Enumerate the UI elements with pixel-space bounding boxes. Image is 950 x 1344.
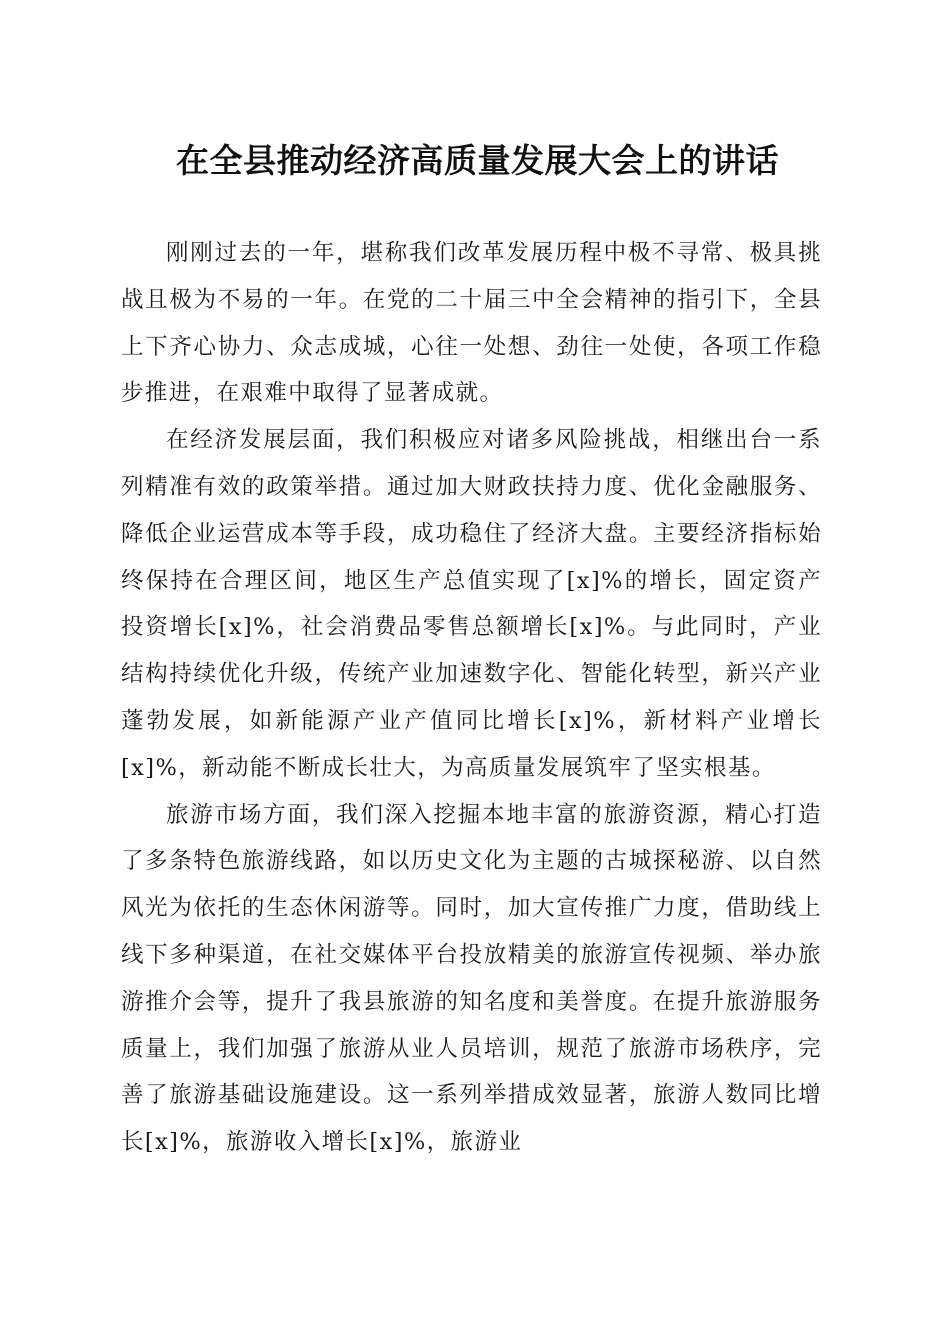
paragraph-tourism: 旅游市场方面，我们深入挖掘本地丰富的旅游资源，精心打造了多条特色旅游线路，如以历史文化为主题的古城探秘游、以自然风光为依托的生态休闲游等。同时，加大宣传推广力度，借助线上线下多种渠道，在社交媒体平台投放精美的旅游宣传视频、举办旅游推介会等，提升了我县旅游的知名度和美誉度。在提升旅游服务质量上，我们加强了旅游从业人员培训，规范了旅游市场秩序，完善了旅游基础设施建设。这一系列举措成效显著，旅游人数同比增长[x]%，旅游收入增长[x]%，旅游业: [121, 801, 822, 1156]
document-title: 在全县推动经济高质量发展大会上的讲话: [176, 141, 779, 180]
paragraph-economy: 在经济发展层面，我们积极应对诸多风险挑战，相继出台一系列精准有效的政策举措。通过加大财政扶持力度、优化金融服务、降低企业运营成本等手段，成功稳住了经济大盘。主要经济指标始终保持在合理区间，地区生产总值实现了[x]%的增长，固定资产投资增长[x]%，社会消费品零售总额增长[x]%。与此同时，产业结构持续优化升级，传统产业加速数字化、智能化转型，新兴产业蓬勃发展，如新能源产业产值同比增长[x]%，新材料产业增长[x]%，新动能不断成长壮大，为高质量发展筑牢了坚实根基。: [121, 427, 822, 781]
document-body: [121, 230, 822, 1166]
paragraph-opening: 刚刚过去的一年，堪称我们改革发展历程中极不寻常、极具挑战且极为不易的一年。在党的二十届三中全会精神的指引下，全县上下齐心协力、众志成城，心往一处想、劲往一处使，各项工作稳步推进，在艰难中取得了显著成就。: [121, 240, 822, 407]
